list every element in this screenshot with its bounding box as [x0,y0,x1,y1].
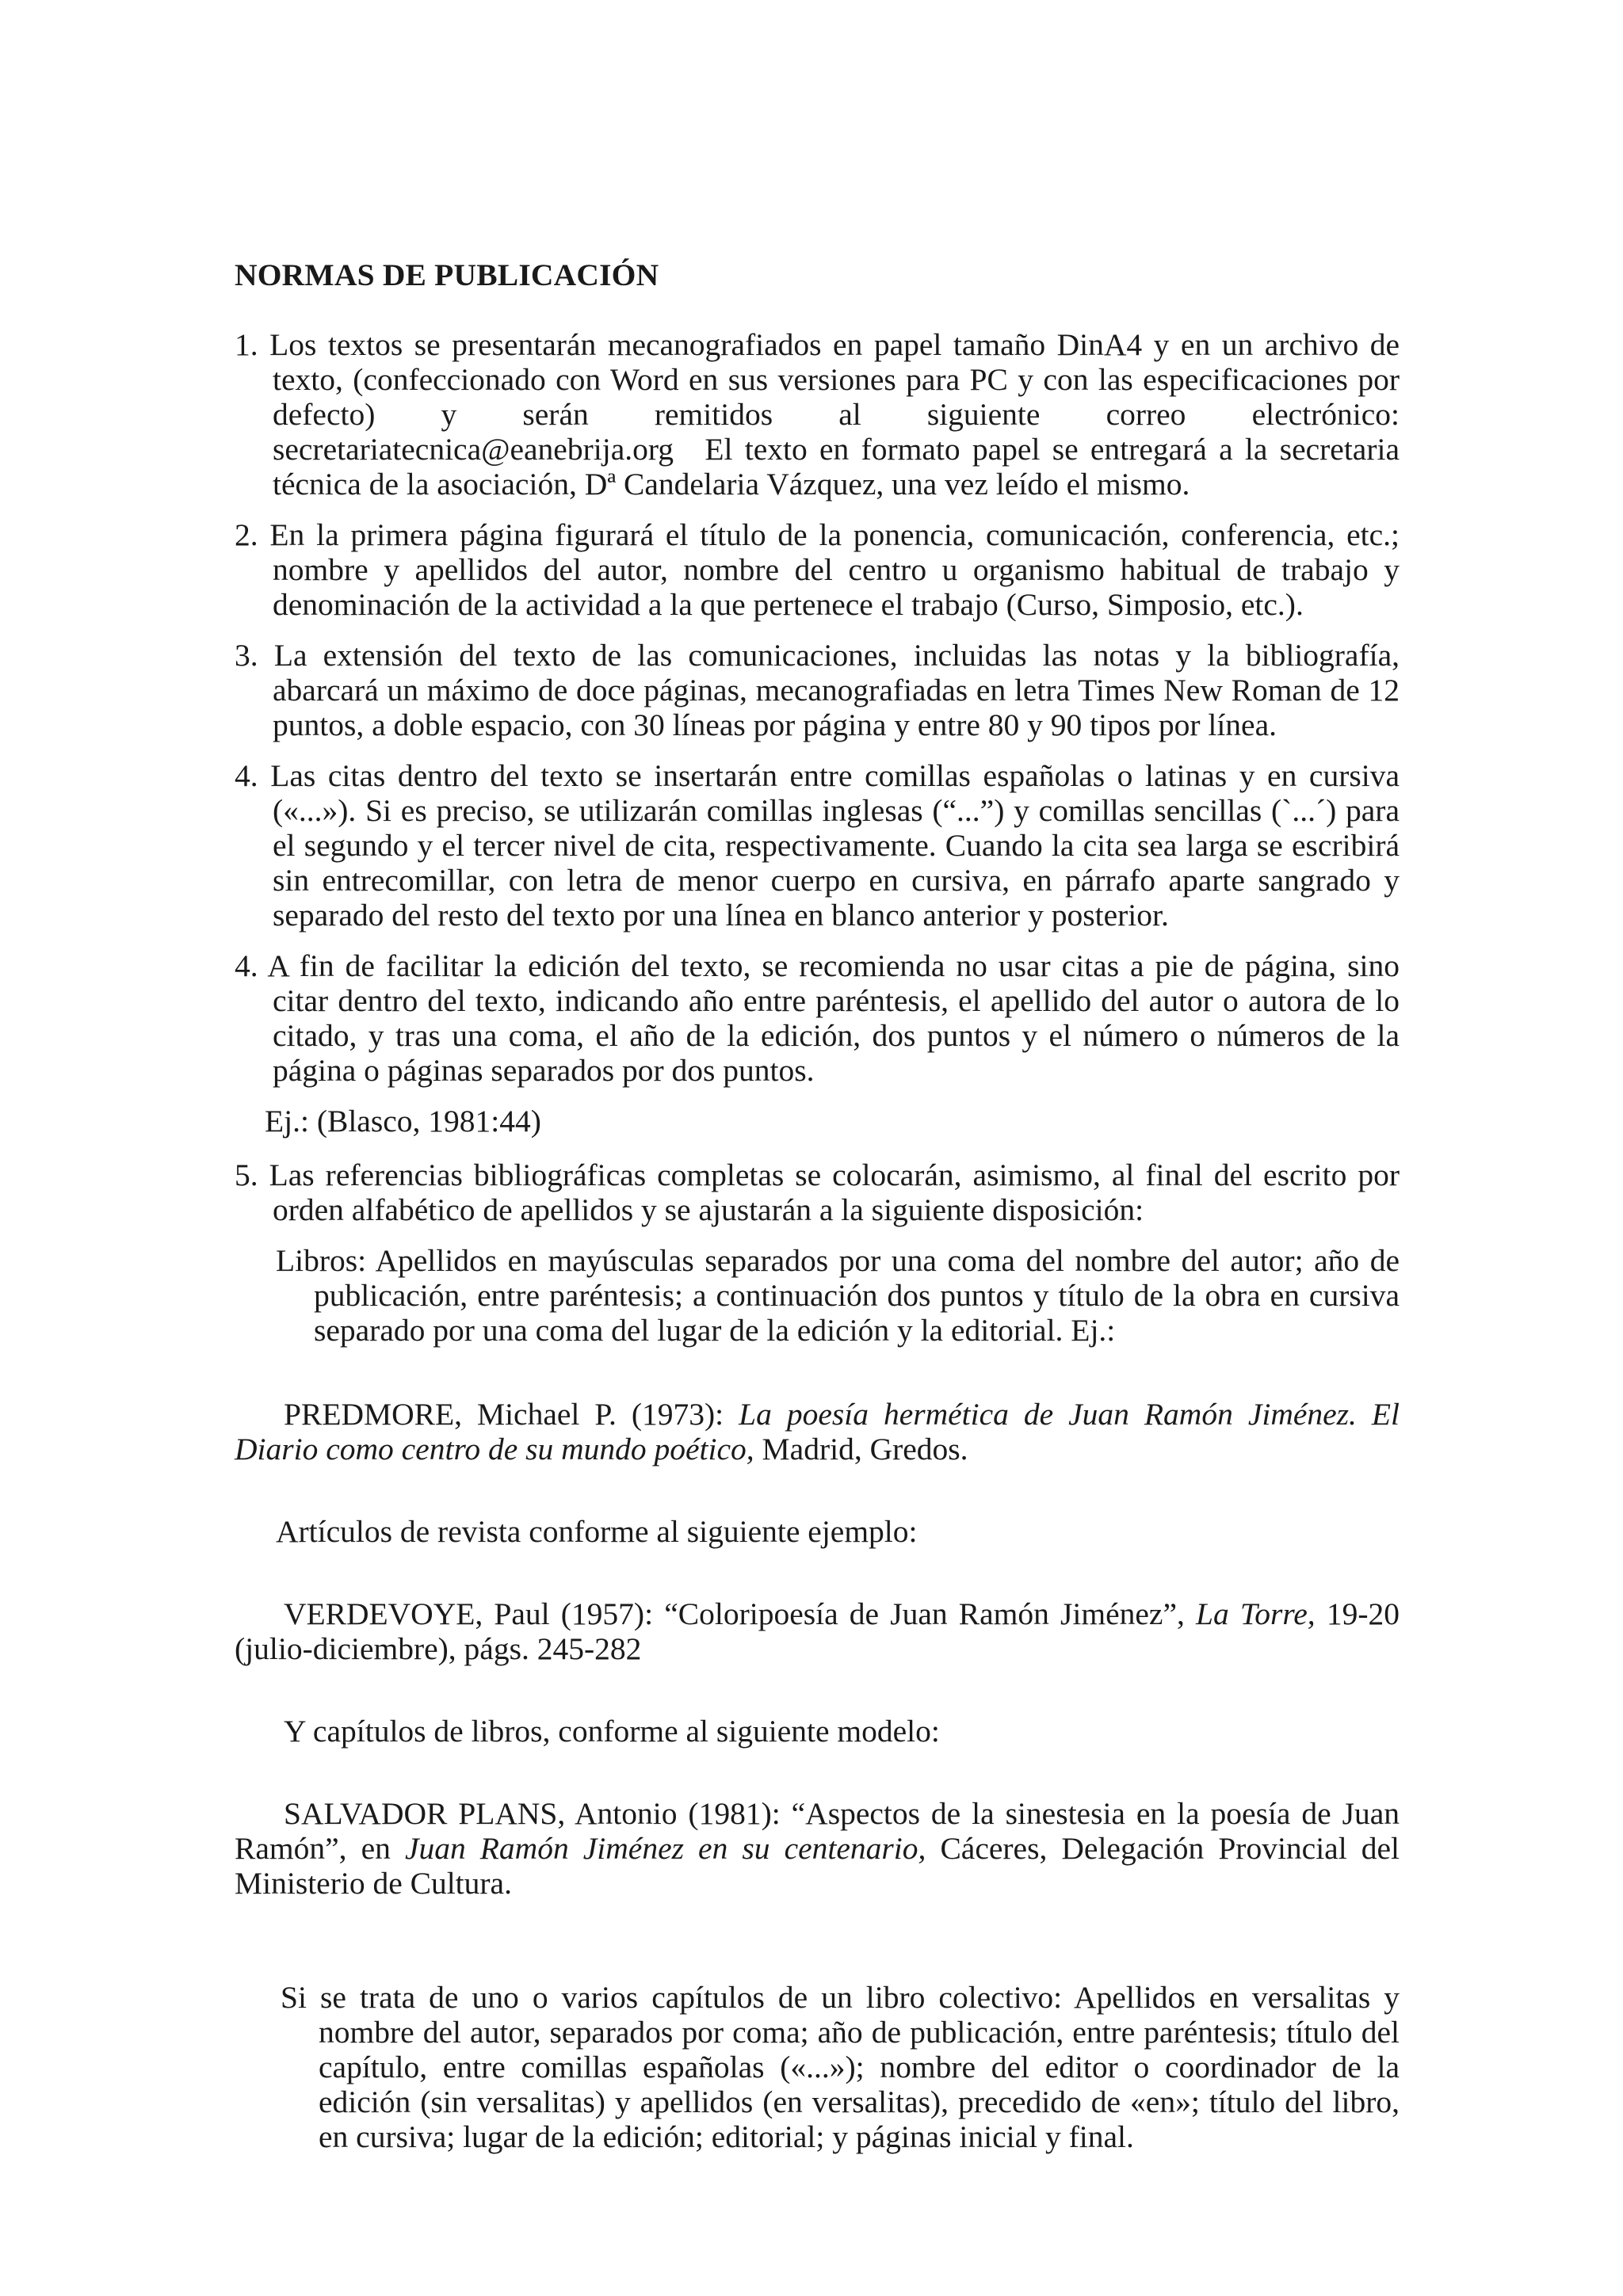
rule-item-2 [235,517,1400,622]
articles-format-description: Artículos de revista conforme al siguiente ejemplo: [276,1514,918,1549]
rule-item-4-citations [235,758,1400,933]
reference-example-chapter [235,1796,1400,1901]
chapters-format-description: Y capítulos de libros, conforme al siguiente modelo: [284,1714,940,1749]
item-text: Las citas dentro del texto se insertarán entre comillas españolas o latinas y en cursiva («...»). Si es preciso, se utilizarán comillas inglesas (“...”) y comillas sencillas (`...´) para el segundo y el tercer nivel de cita, respectivamente. Cuando la cita sea larga se escribirá sin entrecomillar, con letra de menor cuerpo en cursiva, en párrafo aparte sangrado y separado del resto del texto por una línea en blanco anterior y posterior. [270,758,1400,933]
reference-example-book [235,1397,1400,1466]
citation-example: Ej.: (Blasco, 1981:44) [265,1104,541,1138]
rule-item-3 [235,638,1400,742]
reference-author: PREDMORE, Michael P. (1973): [284,1397,739,1432]
reference-journal: La Torre, [1196,1596,1316,1631]
reference-details: Cáceres, Delegación Provincial del Ministerio de Cultura. [235,1831,1400,1901]
item-number: 4. [235,758,258,793]
item-text: A fin de facilitar la edición del texto, se recomienda no usar citas a pie de página, sino citar dentro del texto, indicando año entre paréntesis, el apellido del autor o autora de lo citado, y tras una coma, el año de la edición, dos puntos y el número o números de la página o páginas separados por dos puntos. [267,948,1400,1088]
item-text: Las referencias bibliográficas completas se colocarán, asimismo, al final del escrito por orden alfabético de apellidos y se ajustarán a la siguiente disposición: [269,1158,1400,1227]
item-text-continued: El texto en formato papel se entregará a la secretaria técnica de la asociación, Dª Candelaria Vázquez, una vez leído el mismo. [273,432,1400,502]
rule-item-5 [235,1158,1400,1227]
reference-author: SALVADOR PLANS, Antonio (1981): “Aspectos de la sinestesia en la poesía de Juan Ramón”, en [235,1796,1400,1866]
email-address: secretariatecnica@eanebrija.org [273,432,674,467]
rule-item-1 [235,327,1400,502]
item-number: 1. [235,327,258,362]
item-text: La extensión del texto de las comunicaciones, incluidas las notas y la bibliografía, abarcará un máximo de doce páginas, mecanografiadas en letra Times New Roman de 12 puntos, a doble espacio, con 30 líneas por página y entre 80 y 90 tipos por línea. [273,638,1400,742]
item-text: Los textos se presentarán mecanografiados en papel tamaño DinA4 y en un archivo de texto, (confeccionado con Word en sus versiones para PC y con las especificaciones por defecto) y serán remitidos al siguiente correo electrónico: [269,327,1400,432]
document-page [235,257,1400,2154]
reference-title: La poesía hermética de Juan Ramón Jiménez. El Diario como centro de su mundo poético, [235,1397,1400,1466]
item-number: 3. [235,638,258,673]
reference-example-article [235,1596,1400,1666]
item-number: 5. [235,1158,258,1192]
collective-book-format-description: Si se trata de uno o varios capítulos de un libro colectivo: Apellidos en versalitas y nombre del autor, separados por coma; año de publicación, entre paréntesis; título del capítulo, entre comillas españolas («...»); nombre del editor o coordinador de la edición (sin versalitas) y apellidos (en versalitas), precedido de «en»; título del libro, en cursiva; lugar de la edición; editorial; y páginas inicial y final. [281,1980,1400,2154]
item-number: 2. [235,517,258,552]
page-title: NORMAS DE PUBLICACIÓN [235,257,659,292]
books-format-description: Libros: Apellidos en mayúsculas separados por una coma del nombre del autor; año de publicación, entre paréntesis; a continuación dos puntos y título de la obra en cursiva separado por una coma del lugar de la edición y la editorial. Ej.: [276,1243,1400,1348]
item-number: 4. [235,948,258,983]
item-text: En la primera página figurará el título de la ponencia, comunicación, conferencia, etc.; nombre y apellidos del autor, nombre del centro u organismo habitual de trabajo y denominación de la actividad a la que pertenece el trabajo (Curso, Simposio, etc.). [269,517,1400,622]
reference-title: Juan Ramón Jiménez en su centenario, [404,1831,926,1866]
reference-details: 19-20 (julio-diciembre), págs. 245-282 [235,1596,1400,1666]
reference-details: Madrid, Gredos. [754,1432,968,1466]
reference-author: VERDEVOYE, Paul (1957): “Coloripoesía de Juan Ramón Jiménez”, [284,1596,1197,1631]
rule-item-4-references [235,948,1400,1088]
